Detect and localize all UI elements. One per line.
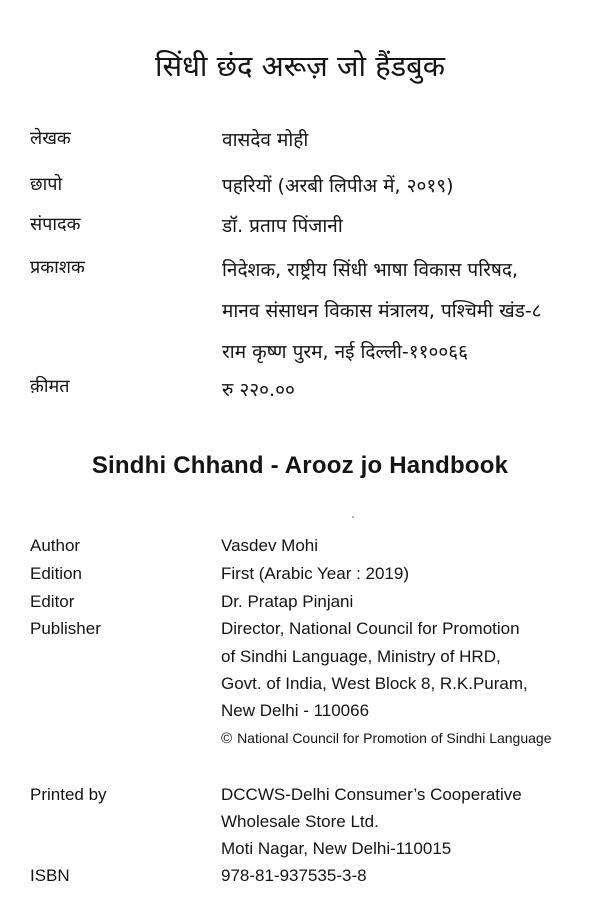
hindi-label-author: लेखक <box>30 128 71 149</box>
hindi-value-price: रु २२०.०० <box>222 379 295 401</box>
english-value-publisher-line-2: of Sindhi Language, Ministry of HRD, <box>221 647 501 666</box>
english-value-publisher-line-4: New Delhi - 110066 <box>221 701 370 720</box>
hindi-value-author: वासदेव मोही <box>222 129 309 151</box>
print-speck <box>352 516 354 518</box>
hindi-label-edition: छापो <box>30 174 63 195</box>
english-label-printed-by: Printed by <box>30 785 107 804</box>
english-label-publisher: Publisher <box>30 619 101 638</box>
english-label-editor: Editor <box>30 592 75 611</box>
copyright-line <box>221 730 551 747</box>
english-label-isbn: ISBN <box>30 866 70 885</box>
english-value-printer-line-3: Moti Nagar, New Delhi-110015 <box>221 839 452 858</box>
english-value-publisher-line-1: Director, National Council for Promotion <box>221 619 520 638</box>
english-value-printer-line-2: Wholesale Store Ltd. <box>221 812 379 831</box>
hindi-title: सिंधी छंद अरूज़ जो हैंडबुक <box>154 49 446 83</box>
hindi-value-edition: पहरियों (अरबी लिपीअ में, २०१९) <box>222 175 454 197</box>
hindi-value-publisher-line-2: मानव संसाधन विकास मंत्रालय, पश्चिमी खंड-८ <box>222 300 542 322</box>
english-value-isbn: 978-81-937535-3-8 <box>221 866 367 885</box>
hindi-value-publisher-line-1: निदेशक, राष्ट्रीय सिंधी भाषा विकास परिषद, <box>222 259 519 281</box>
english-value-printer-line-1: DCCWS-Delhi Consumer’s Cooperative <box>221 785 522 804</box>
english-value-editor: Dr. Pratap Pinjani <box>221 592 354 611</box>
copyright-text: National Council for Promotion of Sindhi Language <box>237 730 552 746</box>
english-value-edition: First (Arabic Year : 2019) <box>221 564 410 583</box>
hindi-label-editor: संपादक <box>30 214 81 235</box>
english-title: Sindhi Chhand - Arooz jo Handbook <box>91 452 509 479</box>
copyright-symbol: © <box>221 730 233 747</box>
english-label-edition: Edition <box>30 564 82 583</box>
english-label-author: Author <box>30 536 81 555</box>
hindi-label-publisher: प्रकाशक <box>30 257 85 278</box>
hindi-label-price: क़ीमत <box>30 376 70 397</box>
hindi-value-publisher-line-3: राम कृष्ण पुरम, नई दिल्ली-११००६६ <box>222 341 469 363</box>
english-value-author: Vasdev Mohi <box>221 536 319 555</box>
english-value-publisher-line-3: Govt. of India, West Block 8, R.K.Puram, <box>221 674 528 693</box>
hindi-value-editor: डॉ. प्रताप पिंजानी <box>222 215 343 237</box>
